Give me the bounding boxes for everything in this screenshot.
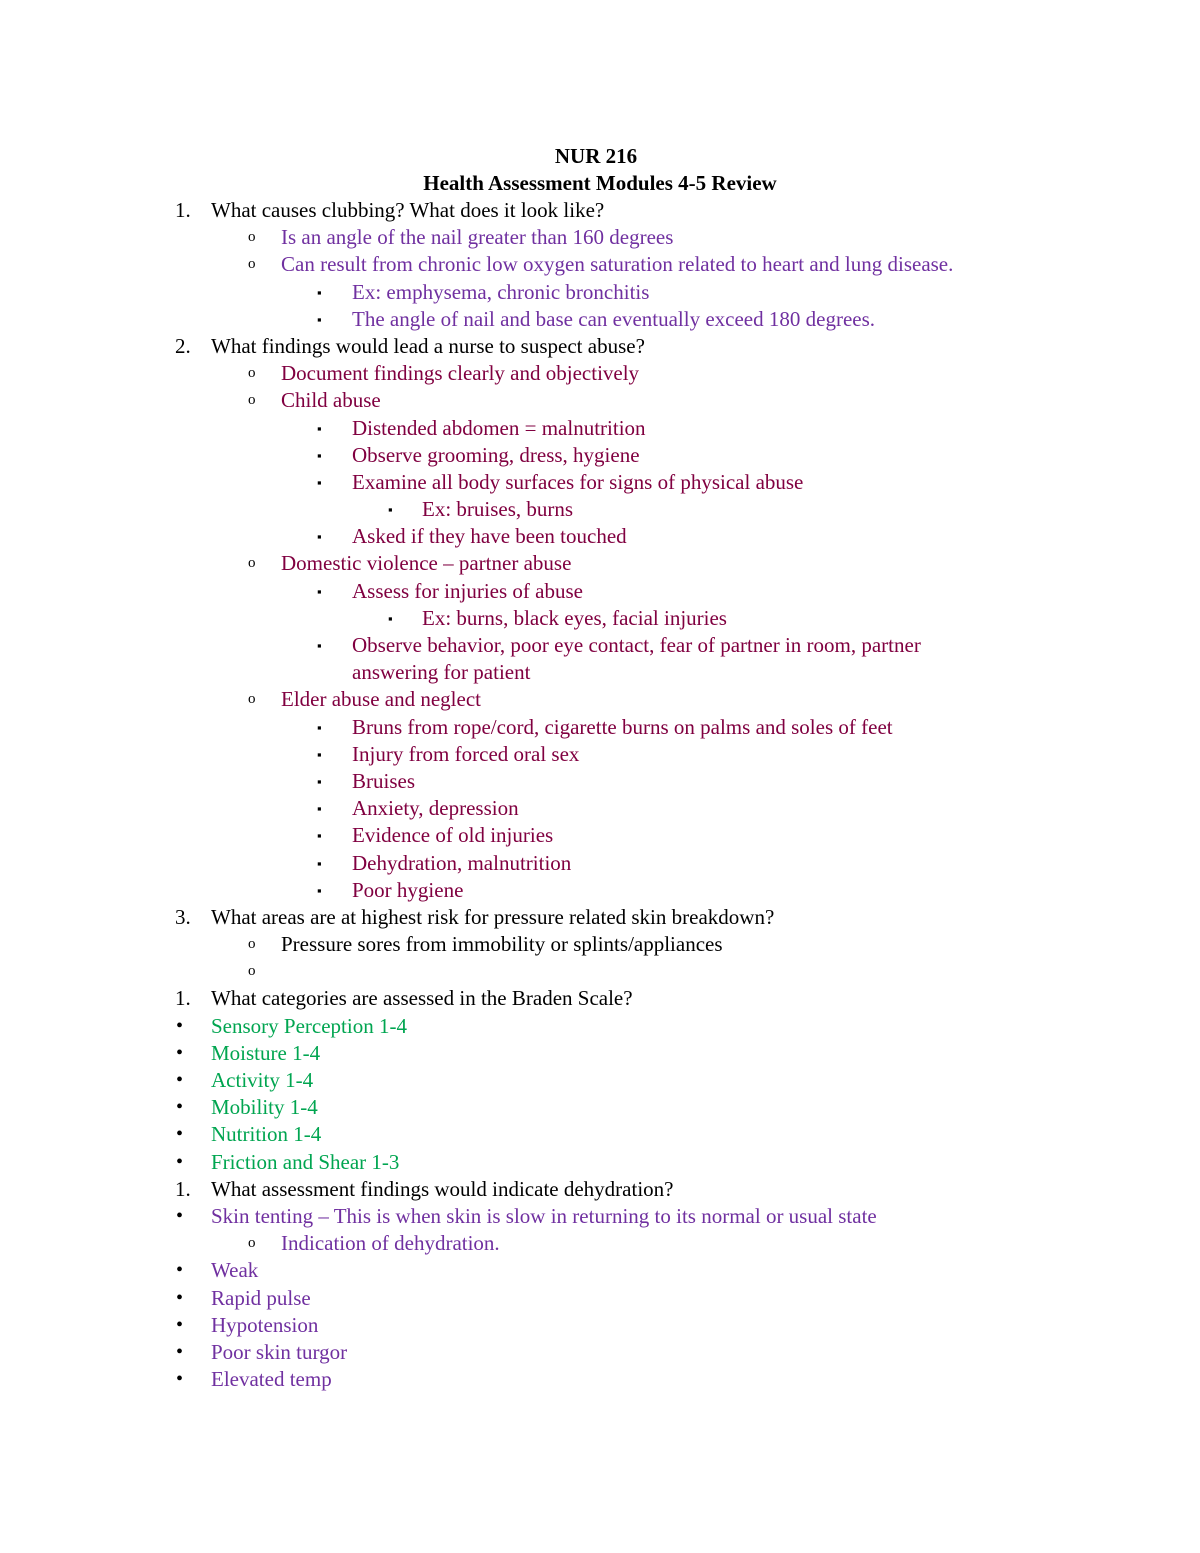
list-item	[0, 877, 1200, 904]
answer-text: Examine all body surfaces for signs of physical abuse	[352, 469, 804, 494]
list-item	[0, 795, 1200, 822]
list-item	[0, 686, 1200, 713]
answer-text: Domestic violence – partner abuse	[281, 551, 572, 576]
list-item	[0, 1366, 1200, 1393]
list-item	[0, 469, 1200, 496]
list-number: 3.	[175, 904, 191, 929]
disc-bullet-icon: •	[176, 1340, 184, 1363]
list-item	[0, 1257, 1200, 1284]
question-3	[0, 904, 1200, 931]
answer-text: Can result from chronic low oxygen saturation related to heart and lung disease.	[281, 252, 954, 277]
circle-bullet-icon: o	[248, 555, 256, 572]
document-page	[0, 143, 1200, 1393]
answer-text: Distended abdomen = malnutrition	[352, 415, 646, 440]
list-item	[0, 578, 1200, 605]
square-bullet-icon: ▪	[317, 474, 322, 490]
list-item	[0, 958, 1200, 985]
answer-text: Assess for injuries of abuse	[352, 578, 583, 603]
list-item	[0, 850, 1200, 877]
question-text: What categories are assessed in the Braden Scale?	[211, 986, 633, 1011]
answer-text: Ex: burns, black eyes, facial injuries	[422, 605, 727, 630]
list-item	[0, 1013, 1200, 1040]
list-item	[0, 496, 1200, 523]
list-item	[0, 931, 1200, 958]
list-item	[0, 768, 1200, 795]
disc-bullet-icon: •	[176, 1041, 184, 1064]
answer-text: The angle of nail and base can eventually exceed 180 degrees.	[352, 306, 876, 331]
answer-text: Rapid pulse	[211, 1285, 311, 1310]
square-bullet-icon: ▪	[317, 855, 322, 871]
disc-bullet-icon: •	[176, 1069, 184, 1092]
list-item	[0, 605, 1200, 632]
answer-text: Friction and Shear 1-3	[211, 1149, 400, 1174]
answer-text: Skin tenting – This is when skin is slow in returning to its normal or usual state	[211, 1203, 877, 1228]
disc-bullet-icon: •	[176, 1204, 184, 1227]
list-item	[0, 1149, 1200, 1176]
disc-bullet-icon: •	[176, 1096, 184, 1119]
course-title: NUR 216	[554, 144, 638, 168]
list-item	[0, 251, 1200, 278]
answer-text: Evidence of old injuries	[352, 823, 554, 848]
disc-bullet-icon: •	[176, 1123, 184, 1146]
list-number: 1.	[175, 986, 191, 1011]
square-bullet-icon: ▪	[317, 529, 322, 545]
list-number: 2.	[175, 333, 191, 358]
disc-bullet-icon: •	[176, 1286, 184, 1309]
list-item	[0, 1230, 1200, 1257]
circle-bullet-icon: o	[248, 392, 256, 409]
circle-bullet-icon: o	[248, 1235, 256, 1252]
answer-text: Child abuse	[281, 388, 381, 413]
answer-text: Bruises	[352, 768, 415, 793]
answer-text: Weak	[211, 1258, 259, 1283]
document-title: Health Assessment Modules 4-5 Review	[423, 171, 777, 195]
square-bullet-icon: ▪	[317, 284, 322, 300]
question-text: What areas are at highest risk for pressure related skin breakdown?	[211, 904, 775, 929]
square-bullet-icon: ▪	[317, 773, 322, 789]
answer-text: Nutrition 1-4	[211, 1122, 322, 1147]
answer-text: Ex: bruises, burns	[422, 497, 574, 522]
list-item	[0, 523, 1200, 550]
answer-text: Anxiety, depression	[352, 796, 519, 821]
question-dehydration	[0, 1176, 1200, 1203]
square-bullet-icon: ▪	[388, 610, 393, 626]
answer-text: Moisture 1-4	[211, 1040, 321, 1065]
square-bullet-icon: ▪	[388, 502, 393, 518]
disc-bullet-icon: •	[176, 1014, 184, 1037]
disc-bullet-icon: •	[176, 1259, 184, 1282]
answer-text: Is an angle of the nail greater than 160 degrees	[281, 225, 674, 250]
list-item	[0, 442, 1200, 469]
list-item	[0, 1040, 1200, 1067]
question-braden	[0, 985, 1200, 1012]
circle-bullet-icon: o	[248, 691, 256, 708]
list-item	[0, 1285, 1200, 1312]
question-2	[0, 333, 1200, 360]
list-item	[0, 741, 1200, 768]
answer-text: Sensory Perception 1-4	[211, 1013, 407, 1038]
list-item	[0, 1094, 1200, 1121]
list-item	[0, 1312, 1200, 1339]
square-bullet-icon: ▪	[317, 447, 322, 463]
square-bullet-icon: ▪	[317, 882, 322, 898]
list-item	[0, 1339, 1200, 1366]
list-number: 1.	[175, 198, 191, 222]
answer-text: Ex: emphysema, chronic bronchitis	[352, 279, 650, 304]
answer-text: Mobility 1-4	[211, 1095, 318, 1120]
list-item	[0, 822, 1200, 849]
square-bullet-icon: ▪	[317, 311, 322, 327]
circle-bullet-icon: o	[248, 365, 256, 382]
circle-bullet-icon: o	[248, 963, 256, 980]
list-number: 1.	[175, 1176, 191, 1201]
answer-text: Document findings clearly and objectively	[281, 361, 640, 386]
circle-bullet-icon: o	[248, 256, 256, 273]
list-item	[0, 550, 1200, 577]
square-bullet-icon: ▪	[317, 420, 322, 436]
list-item	[0, 360, 1200, 387]
list-item	[0, 1121, 1200, 1148]
answer-text: Injury from forced oral sex	[352, 741, 580, 766]
square-bullet-icon: ▪	[317, 746, 322, 762]
answer-text: Asked if they have been touched	[352, 524, 627, 549]
list-item	[0, 224, 1200, 251]
circle-bullet-icon: o	[248, 229, 256, 246]
circle-bullet-icon: o	[248, 936, 256, 953]
list-item	[0, 632, 1200, 686]
square-bullet-icon: ▪	[317, 719, 322, 735]
disc-bullet-icon: •	[176, 1368, 184, 1391]
list-item	[0, 306, 1200, 333]
question-text: What causes clubbing? What does it look like?	[211, 198, 605, 222]
square-bullet-icon: ▪	[317, 828, 322, 844]
list-item	[0, 1203, 1200, 1230]
list-item	[0, 415, 1200, 442]
answer-text: Poor hygiene	[352, 877, 464, 902]
disc-bullet-icon: •	[176, 1313, 184, 1336]
list-item	[0, 387, 1200, 414]
answer-text: Pressure sores from immobility or splints/appliances	[281, 932, 723, 957]
answer-text: Hypotension	[211, 1312, 319, 1337]
square-bullet-icon: ▪	[317, 638, 322, 653]
list-item	[0, 279, 1200, 306]
answer-text: Elevated temp	[211, 1367, 332, 1392]
answer-text: Indication of dehydration.	[281, 1231, 500, 1256]
question-text: What findings would lead a nurse to suspect abuse?	[211, 333, 645, 358]
question-text: What assessment findings would indicate dehydration?	[211, 1176, 674, 1201]
square-bullet-icon: ▪	[317, 801, 322, 817]
answer-text: Bruns from rope/cord, cigarette burns on palms and soles of feet	[352, 714, 893, 739]
answer-text: Dehydration, malnutrition	[352, 850, 572, 875]
answer-text: Observe behavior, poor eye contact, fear of partner in room, partner answering for patient	[352, 633, 921, 685]
answer-text: Activity 1-4	[211, 1068, 314, 1093]
disc-bullet-icon: •	[176, 1150, 184, 1173]
answer-text: Observe grooming, dress, hygiene	[352, 442, 640, 467]
square-bullet-icon: ▪	[317, 583, 322, 599]
list-item	[0, 1067, 1200, 1094]
list-item	[0, 714, 1200, 741]
answer-text: Elder abuse and neglect	[281, 687, 481, 712]
question-1	[0, 197, 1200, 224]
answer-text: Poor skin turgor	[211, 1339, 348, 1364]
